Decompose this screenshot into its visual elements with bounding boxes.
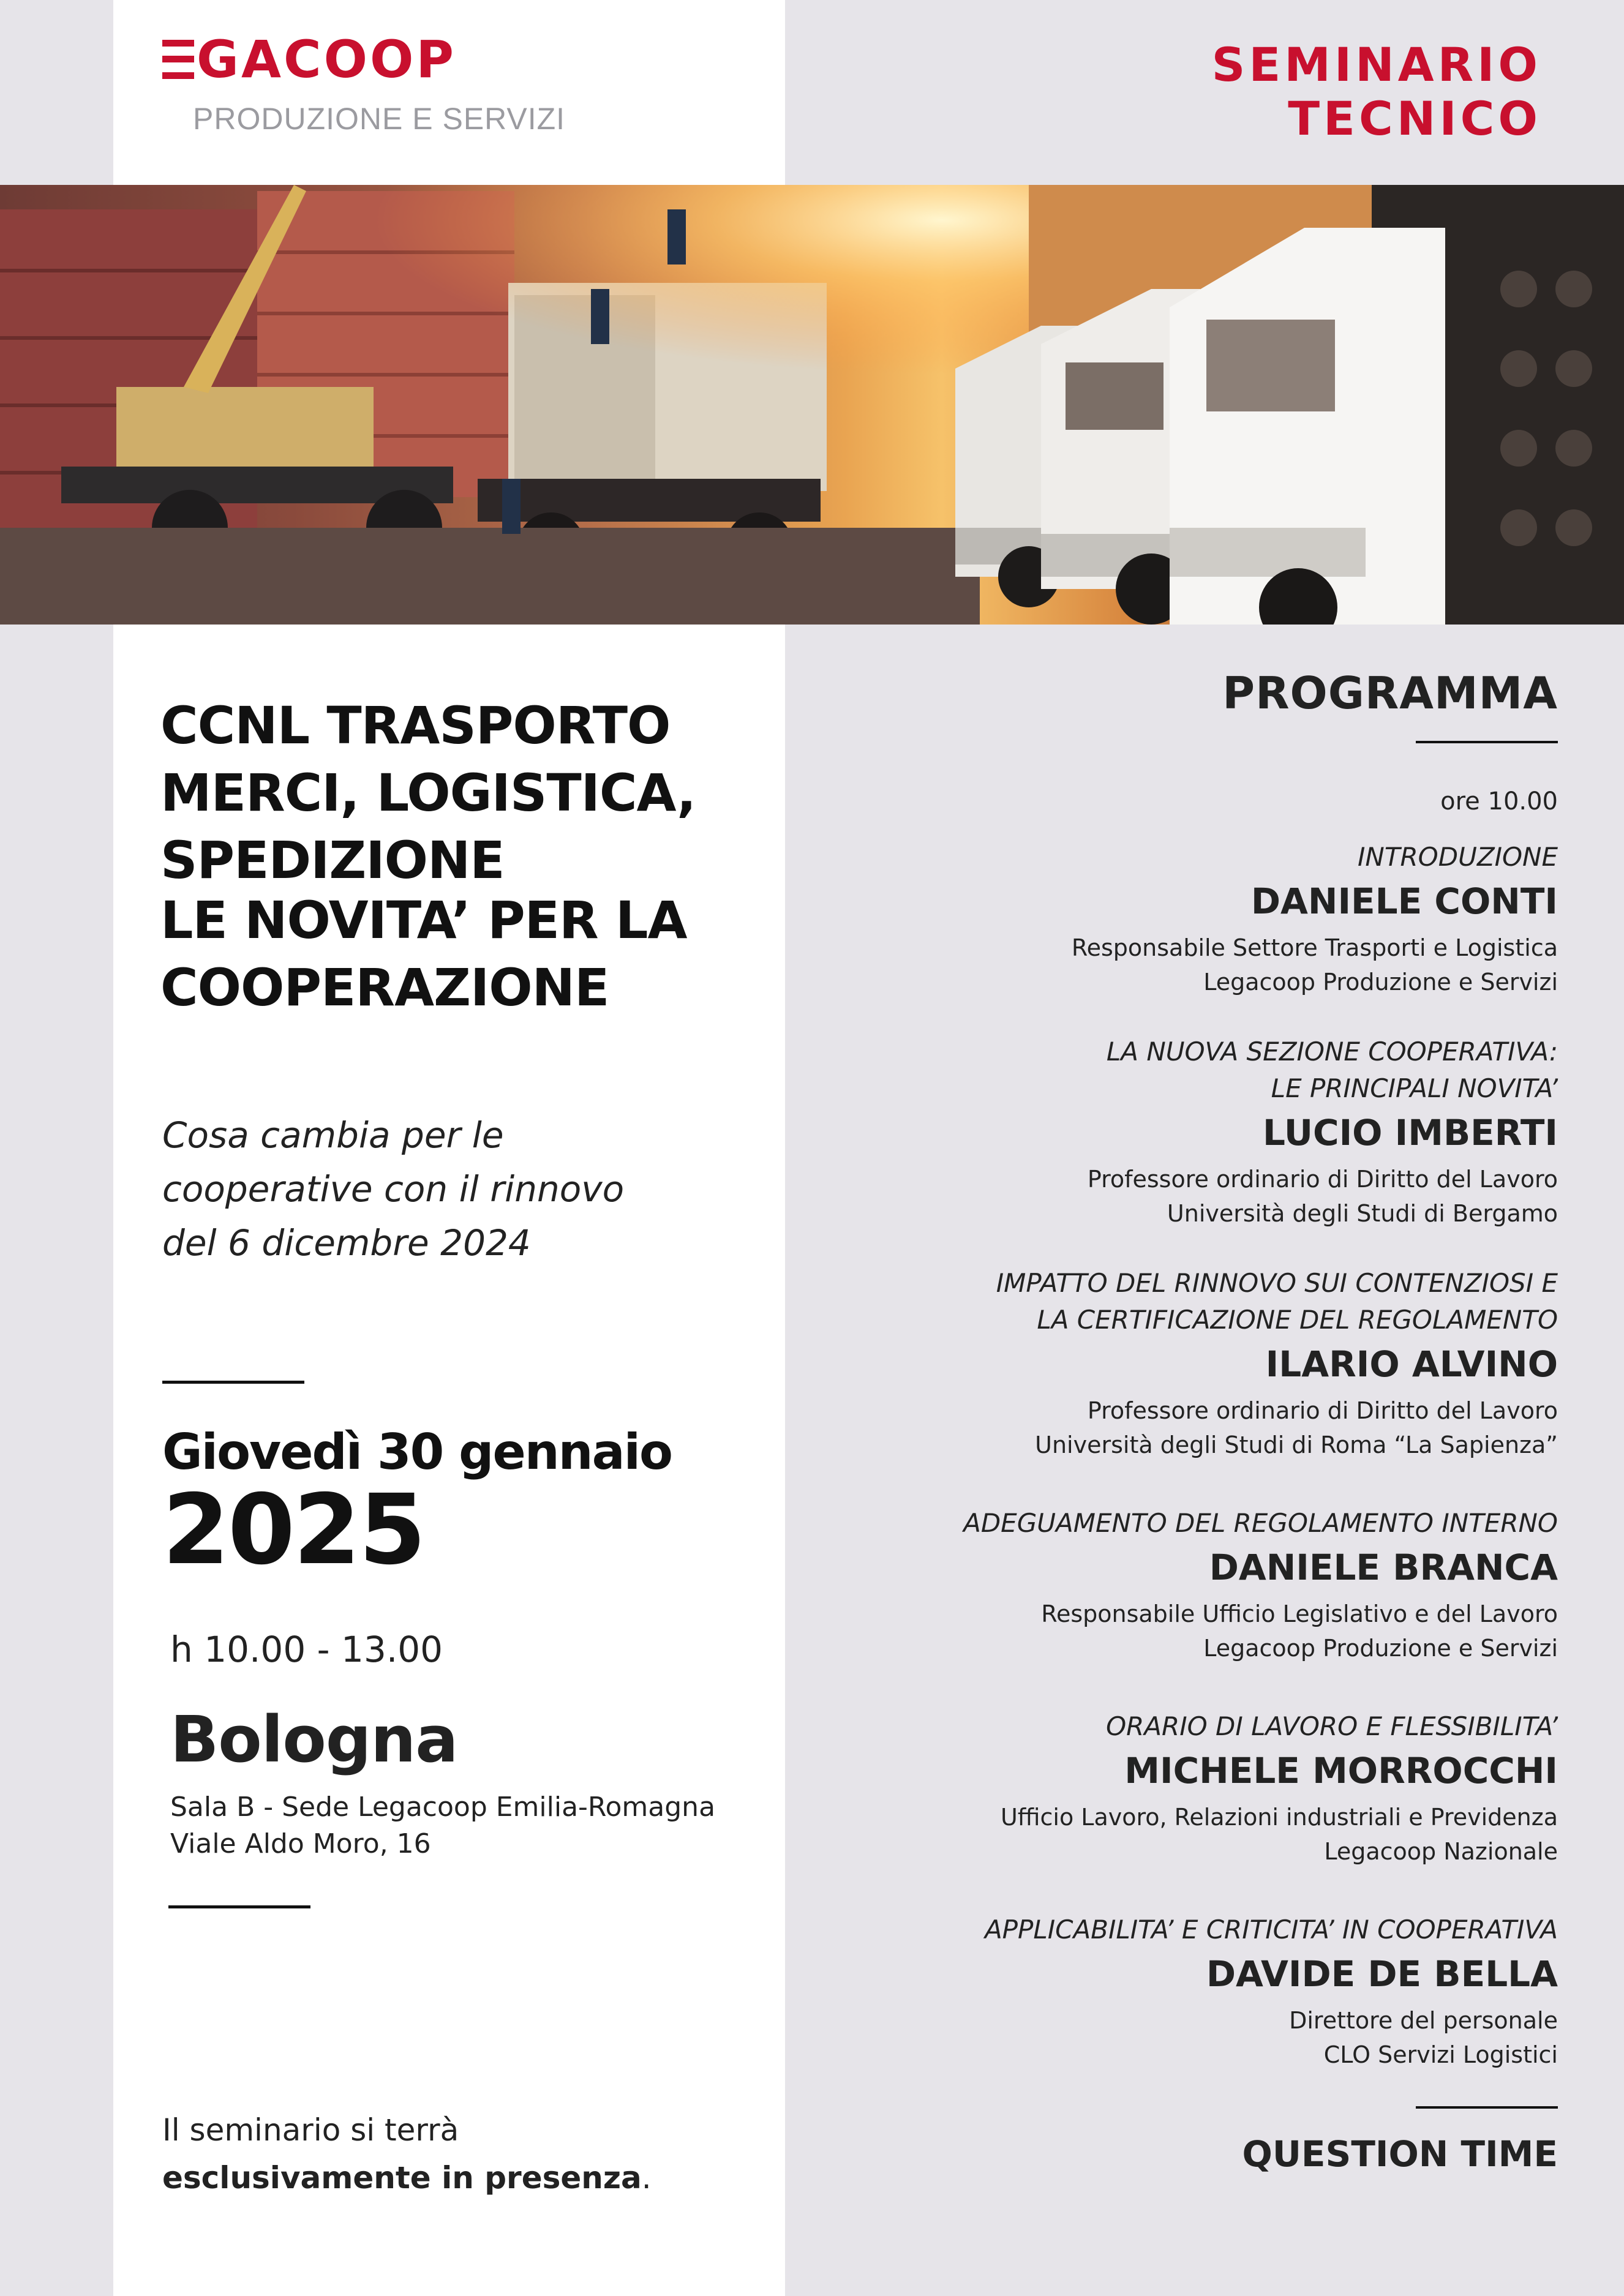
program-title: PROGRAMMA xyxy=(1222,667,1558,719)
logo-e-glyph-icon xyxy=(162,40,194,79)
role-line: Professore ordinario di Diritto del Lavoro xyxy=(1087,1166,1558,1193)
program-role xyxy=(799,1800,1558,1869)
divider xyxy=(168,1905,310,1908)
note-line-2 xyxy=(162,2154,750,2202)
logo-wordmark xyxy=(162,29,565,89)
badge-line: TECNICO xyxy=(1288,91,1541,146)
topic-line: LA CERTIFICAZIONE DEL REGOLAMENTO xyxy=(1037,1305,1558,1335)
program-speaker: LUCIO IMBERTI xyxy=(1263,1112,1558,1154)
title-line: MERCI, LOGISTICA, xyxy=(160,763,696,823)
hero-photo xyxy=(0,185,1624,625)
event-city: Bologna xyxy=(170,1702,458,1777)
lead-line: Cosa cambia per le xyxy=(162,1114,504,1156)
venue-line: Viale Aldo Moro, 16 xyxy=(170,1828,431,1859)
program-item xyxy=(799,1265,1558,1462)
divider xyxy=(162,1381,304,1384)
role-line: Ufficio Lavoro, Relazioni industriali e Previdenza xyxy=(1000,1804,1558,1831)
role-line: Responsabile Settore Trasporti e Logistica xyxy=(1071,934,1558,961)
program-speaker: ILARIO ALVINO xyxy=(1265,1343,1558,1385)
event-hours: h 10.00 - 13.00 xyxy=(170,1629,443,1670)
program-topic xyxy=(799,1265,1558,1338)
event-title xyxy=(160,692,748,894)
program-role xyxy=(799,931,1558,999)
program-section xyxy=(799,667,1558,2175)
program-role xyxy=(799,1162,1558,1231)
title-line: CCNL TRASPORTO xyxy=(160,696,671,756)
role-line: Professore ordinario di Diritto del Lavoro xyxy=(1087,1397,1558,1424)
logo-text: GACOOP xyxy=(197,29,456,89)
program-speaker: DAVIDE DE BELLA xyxy=(1206,1953,1558,1995)
badge-line: SEMINARIO xyxy=(1211,37,1541,92)
topic-line: LA NUOVA SEZIONE COOPERATIVA: xyxy=(1106,1037,1558,1067)
attendance-note xyxy=(162,2106,750,2202)
venue-line: Sala B - Sede Legacoop Emilia-Romagna xyxy=(170,1791,716,1823)
lead-line: del 6 dicembre 2024 xyxy=(162,1222,531,1264)
question-time: QUESTION TIME xyxy=(1242,2133,1558,2175)
event-date: Giovedì 30 gennaio xyxy=(162,1424,672,1480)
logo-subtitle: PRODUZIONE E SERVIZI xyxy=(193,102,566,136)
program-role xyxy=(799,1597,1558,1665)
program-item xyxy=(799,1911,1558,2072)
role-line: CLO Servizi Logistici xyxy=(1323,2041,1558,2068)
topic-line: LE PRINCIPALI NOVITA’ xyxy=(1271,1073,1558,1103)
program-speaker: DANIELE BRANCA xyxy=(1209,1547,1558,1588)
trucks-containers-photo-icon xyxy=(0,185,1624,625)
program-topic: ORARIO DI LAVORO E FLESSIBILITA’ xyxy=(1106,1711,1558,1741)
event-year: 2025 xyxy=(162,1474,424,1586)
divider xyxy=(1416,2106,1558,2109)
program-time: ore 10.00 xyxy=(1440,787,1558,816)
subtitle-line: COOPERAZIONE xyxy=(160,958,609,1018)
role-line: Legacoop Produzione e Servizi xyxy=(1203,1635,1558,1662)
program-topic: INTRODUZIONE xyxy=(1358,842,1558,872)
note-emphasis: esclusivamente in presenza xyxy=(162,2160,642,2196)
seminar-badge xyxy=(1212,38,1541,146)
title-line: SPEDIZIONE xyxy=(160,830,505,890)
program-role xyxy=(799,1394,1558,1462)
legacoop-logo xyxy=(162,29,566,137)
role-line: Università degli Studi di Bergamo xyxy=(1167,1200,1558,1227)
event-venue xyxy=(170,1789,758,1863)
note-period: . xyxy=(641,2160,652,2196)
note-line: Il seminario si terrà xyxy=(162,2112,459,2148)
program-topic xyxy=(799,1034,1558,1107)
program-topic: ADEGUAMENTO DEL REGOLAMENTO INTERNO xyxy=(963,1508,1558,1538)
role-line: Legacoop Nazionale xyxy=(1324,1838,1558,1865)
program-topic: APPLICABILITA’ E CRITICITA’ IN COOPERATIVA xyxy=(984,1915,1558,1945)
program-item xyxy=(799,1708,1558,1869)
topic-line: IMPATTO DEL RINNOVO SUI CONTENZIOSI E xyxy=(996,1268,1558,1298)
event-subtitle xyxy=(160,887,748,1021)
role-line: Legacoop Produzione e Servizi xyxy=(1203,969,1558,996)
program-role xyxy=(799,2003,1558,2072)
subtitle-line: LE NOVITA’ PER LA xyxy=(160,890,687,950)
role-line: Direttore del personale xyxy=(1289,2007,1558,2034)
role-line: Università degli Studi di Roma “La Sapienza” xyxy=(1035,1431,1558,1458)
divider xyxy=(1416,741,1558,743)
program-item xyxy=(799,1034,1558,1231)
program-item xyxy=(799,839,1558,999)
event-lead xyxy=(162,1108,713,1270)
program-item xyxy=(799,1505,1558,1665)
role-line: Responsabile Ufficio Legislativo e del Lavoro xyxy=(1041,1600,1558,1627)
program-speaker: DANIELE CONTI xyxy=(1250,880,1558,922)
lead-line: cooperative con il rinnovo xyxy=(162,1168,625,1210)
program-speaker: MICHELE MORROCCHI xyxy=(1124,1750,1558,1791)
